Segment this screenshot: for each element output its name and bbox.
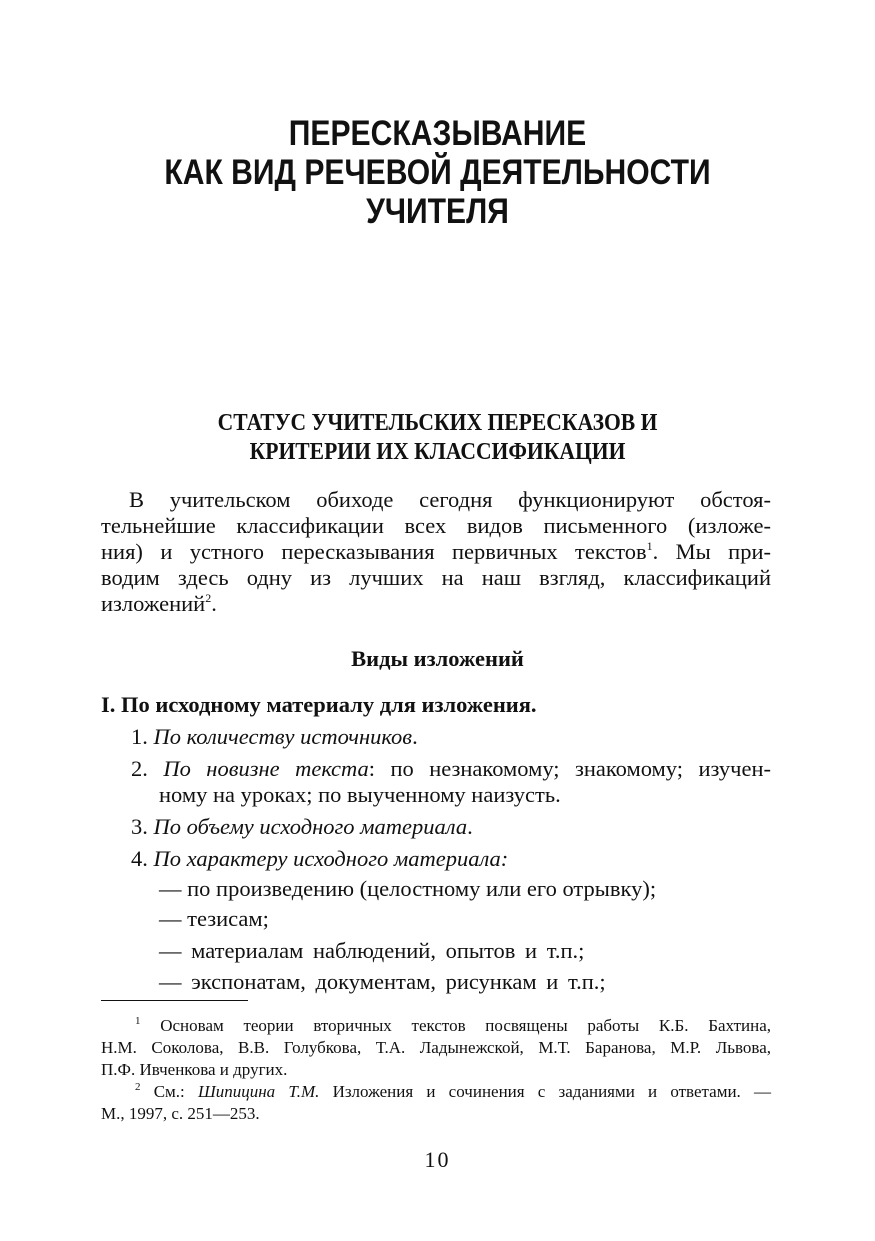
list-item: [131, 756, 771, 782]
list-text: .: [467, 814, 473, 839]
footnote-line: [101, 1015, 771, 1037]
list-text: : по незнакомому; знакомому; изучен-: [368, 756, 771, 781]
intro-line: [101, 591, 771, 617]
intro-text: . Мы при-: [652, 539, 771, 564]
footnote-author: Шипицина Т.М.: [197, 1082, 320, 1101]
list-label: По количеству источников: [153, 724, 413, 749]
footnote-ref: 2: [205, 591, 212, 605]
dash-item: — тезисам;: [159, 906, 269, 931]
section-title-line: КРИТЕРИИ ИХ КЛАССИФИКАЦИИ: [249, 439, 626, 465]
list-item-continuation: ному на уроках; по выученному наизусть.: [159, 782, 561, 807]
list-item: [131, 846, 771, 872]
section-title-line: СТАТУС УЧИТЕЛЬСКИХ ПЕРЕСКАЗОВ И: [217, 410, 658, 436]
list-label: По новизне текста: [163, 756, 369, 781]
footnote-text: Изложения и сочинения с заданиями и ответами. —: [319, 1082, 771, 1101]
chapter-title-line: ПЕРЕСКАЗЫВАНИЕ: [288, 114, 587, 153]
intro-line: водим здесь одну из лучших на наш взгляд, классификаций: [101, 565, 771, 590]
footnote-line: П.Ф. Ивченкова и других.: [101, 1060, 288, 1079]
footnote-mark: 2: [135, 1081, 141, 1093]
intro-line: [101, 539, 771, 565]
footnote-text: Основам теории вторичных текстов посвящены работы К.Б. Бахтина,: [160, 1016, 771, 1035]
footnote-text: См.:: [153, 1082, 198, 1101]
list-number: 1.: [131, 724, 148, 749]
intro-text: ния) и устного пересказывания первичных текстов: [101, 539, 647, 564]
classification-heading: I. По исходному материалу для изложения.: [101, 692, 537, 717]
list-label: По характеру исходного материала:: [153, 846, 509, 871]
footnote-ref: 1: [646, 539, 653, 553]
intro-line: В учительском обиходе сегодня функционируют обстоя-: [129, 487, 771, 512]
footnote-divider: [101, 1000, 248, 1001]
dash-item: — экспонатам, документам, рисункам и т.п.;: [159, 969, 606, 994]
subheading: Виды изложений: [351, 646, 524, 671]
intro-text: изложений: [101, 591, 206, 616]
list-label: По объему исходного материала: [153, 814, 468, 839]
footnote-line: М., 1997, с. 251—253.: [101, 1104, 260, 1123]
dash-item: — материалам наблюдений, опытов и т.п.;: [159, 938, 585, 963]
footnote-line: Н.М. Соколова, В.В. Голубкова, Т.А. Ладынежской, М.Т. Баранова, М.Р. Львова,: [101, 1038, 771, 1057]
chapter-title: [147, 114, 728, 231]
section-title: [134, 409, 742, 467]
chapter-title-line: КАК ВИД РЕЧЕВОЙ ДЕЯТЕЛЬНОСТИ: [164, 153, 711, 192]
list-text: .: [412, 724, 418, 749]
footnote-line: [101, 1081, 771, 1103]
intro-text: .: [211, 591, 217, 616]
list-number: 4.: [131, 846, 148, 871]
list-item: [131, 814, 771, 840]
footnote-mark: 1: [135, 1015, 141, 1027]
page-number: 10: [424, 1147, 451, 1172]
list-number: 2.: [131, 756, 148, 781]
intro-line: тельнейшие классификации всех видов письменного (изложе-: [101, 513, 771, 538]
dash-item: — по произведению (целостному или его отрывку);: [159, 876, 657, 901]
list-number: 3.: [131, 814, 148, 839]
chapter-title-line: УЧИТЕЛЯ: [366, 192, 509, 231]
list-item: [131, 724, 771, 750]
